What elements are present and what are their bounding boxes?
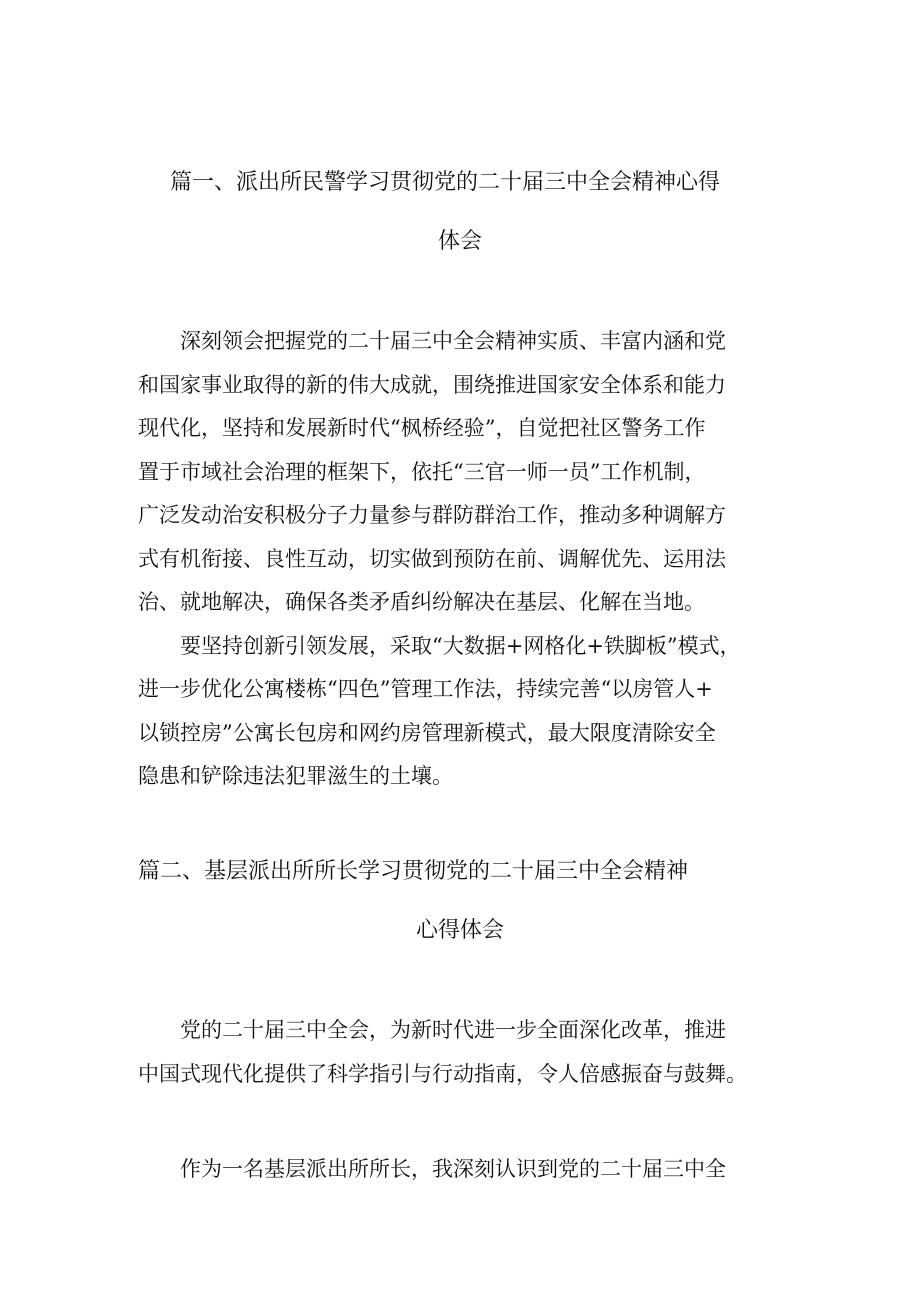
section1-para2-line: 隐患和铲除违法犯罪滋生的土壤。 [138, 764, 453, 788]
section1-title-line2: 体会 [438, 229, 483, 254]
section1-para2-line: 进一步优化公寓楼栋“四色”管理工作法，持续完善“以房管人+ [138, 677, 713, 701]
section1-para2-line: 要坚持创新引领发展，采取“大数据+网格化+铁脚板”模式， [138, 634, 741, 658]
section1-para1-line: 和国家事业取得的新的伟大成就，围绕推进国家安全体系和能力 [138, 373, 726, 397]
section1-para2-line: 以锁控房”公寓长包房和网约房管理新模式，最大限度清除安全 [138, 721, 716, 745]
section2-para2-line: 作为一名基层派出所所长，我深刻认识到党的二十届三中全 [138, 1157, 726, 1181]
section2-para1-line: 中国式现代化提供了科学指引与行动指南，令人倍感振奋与鼓舞。 [138, 1062, 747, 1086]
section1-para1-line: 置于市域社会治理的框架下，依托“三官一师一员”工作机制， [138, 460, 706, 484]
section1-para1-line: 式有机衔接、良性互动，切实做到预防在前、调解优先、运用法 [138, 547, 726, 571]
section1-para1-line: 深刻领会把握党的二十届三中全会精神实质、丰富内涵和党 [138, 329, 726, 353]
section1-para1-line: 现代化，坚持和发展新时代“枫桥经验”，自觉把社区警务工作 [138, 416, 706, 440]
section2-title-line2: 心得体会 [416, 918, 505, 943]
section2-title-line1: 篇二、基层派出所所长学习贯彻党的二十届三中全会精神 [138, 859, 689, 884]
section1-title-line1: 篇一、派出所民警学习贯彻党的二十届三中全会精神心得 [170, 170, 721, 195]
section2-para1-line: 党的二十届三中全会，为新时代进一步全面深化改革，推进 [138, 1018, 726, 1042]
section1-para1-line: 治、就地解决，确保各类矛盾纠纷解决在基层、化解在当地。 [138, 590, 705, 614]
section1-para1-line: 广泛发动治安积极分子力量参与群防群治工作，推动多种调解方 [138, 503, 726, 527]
